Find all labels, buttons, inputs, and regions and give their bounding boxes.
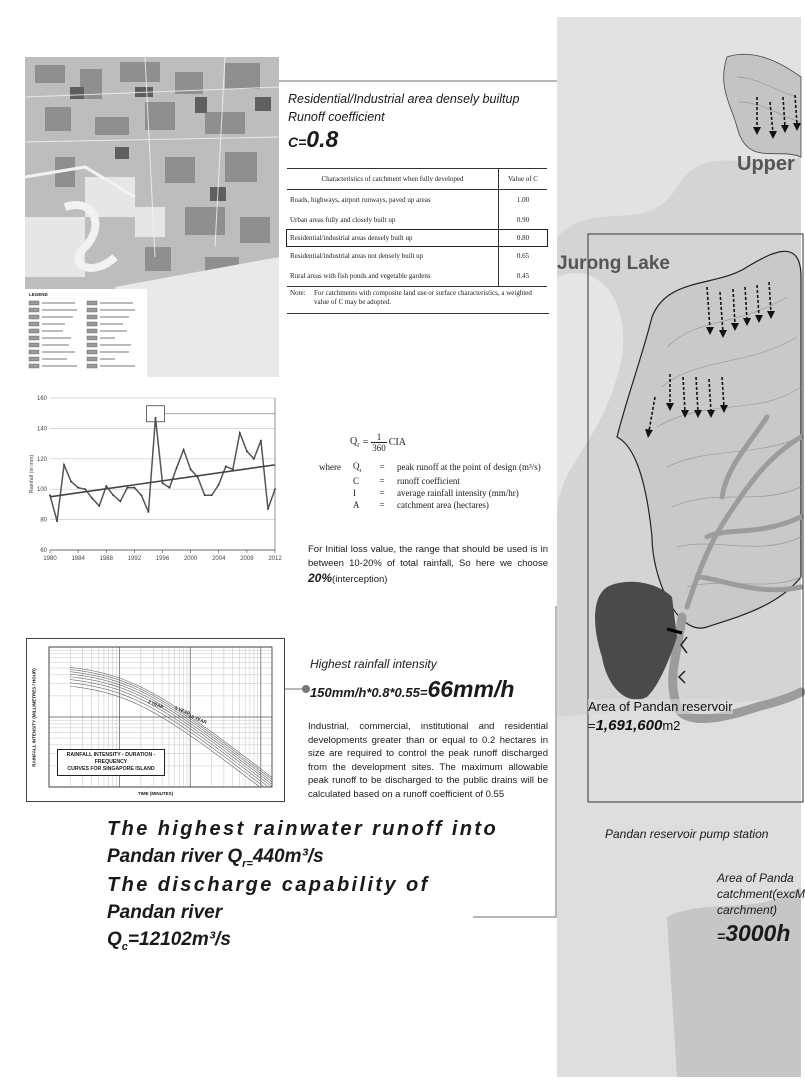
rain-data-point xyxy=(91,497,93,499)
table-row-label-highlight: Residential/industrial areas densely built up xyxy=(287,230,499,246)
table-row-value: 0.65 xyxy=(516,252,530,260)
intensity-result: 66mm/h xyxy=(427,676,515,702)
rain-xtick-label: 2004 xyxy=(212,556,226,562)
rain-ytick-label: 120 xyxy=(36,456,47,463)
catchment-area-value: =3000h xyxy=(717,920,791,946)
def-eq: = xyxy=(379,462,385,473)
catchment-label-line1: Area of Panda xyxy=(717,871,794,885)
discharge-value: =12102m³/s xyxy=(127,929,231,950)
rainfall-chart-svg xyxy=(25,392,282,570)
rain-trend-line xyxy=(50,465,275,497)
where-label: where xyxy=(319,462,341,473)
reservoir-area-number: 1,691,600 xyxy=(595,717,663,734)
table-row-value: 0.45 xyxy=(516,272,530,280)
catchment-area-number: 3000h xyxy=(725,920,791,946)
rain-data-point xyxy=(253,458,255,460)
land-use-title-line2: Runoff coefficient xyxy=(288,110,385,124)
formula-definitions xyxy=(315,460,545,511)
idf-curve-label: 5 YEAR xyxy=(174,705,192,717)
table-row-label: Residential/industrial areas not densely built up xyxy=(287,246,499,266)
rain-data-point xyxy=(148,511,150,513)
rain-ytick-label: 80 xyxy=(40,517,47,524)
table-row-label: Rural areas with fish ponds and vegetable gardens xyxy=(287,266,499,287)
reservoir-area-title: Area of Pandan reservoir xyxy=(588,699,733,714)
definition-row xyxy=(315,499,545,511)
definition-row xyxy=(315,460,545,475)
rain-xtick-label: 2008 xyxy=(240,556,254,562)
rain-xtick-label: 2012 xyxy=(268,556,282,562)
c-prefix: C= xyxy=(288,134,307,150)
catchment-label-line3: carchment) xyxy=(717,903,778,917)
initial-loss-value: 20% xyxy=(308,571,333,585)
table-note xyxy=(287,287,549,314)
rain-ytick-label: 60 xyxy=(40,548,47,554)
summary-line5: $Q_c=12102m^3/s$ xyxy=(107,929,231,953)
definition-row xyxy=(315,475,545,487)
note-text: For catchments with composite land use or surface characteristics, a weighted value of C may be adopted. xyxy=(314,289,532,306)
rainfall-chart xyxy=(25,392,282,570)
def-eq: = xyxy=(379,499,385,510)
table-row-value: 0.90 xyxy=(516,216,530,224)
idf-chart xyxy=(26,638,285,802)
rain-data-point xyxy=(98,505,100,507)
def-symbol: I xyxy=(353,487,356,498)
rain-data-point xyxy=(267,508,269,510)
rain-data-point xyxy=(119,500,121,502)
catchment-map-graphic xyxy=(557,17,801,1077)
def-eq: = xyxy=(379,475,385,486)
table-row-label: Urban areas fully and closely built up xyxy=(287,210,499,230)
rain-data-point xyxy=(225,466,227,468)
pump-station-label: Pandan reservoir pump station xyxy=(605,827,769,841)
note-label: Note: xyxy=(290,289,306,297)
rain-data-point xyxy=(211,494,213,496)
def-text: runoff coefficient xyxy=(397,475,460,486)
rain-data-point xyxy=(183,449,185,451)
table-row-value: 1.00 xyxy=(516,196,530,204)
rain-xtick-label: 1984 xyxy=(71,556,85,562)
c-value: 0.8 xyxy=(306,126,339,152)
rain-data-point xyxy=(56,520,58,522)
rain-xtick-label: 2000 xyxy=(183,556,198,562)
summary-line3: The discharge capability of xyxy=(107,874,430,896)
def-symbol: C xyxy=(353,475,360,486)
rain-xtick-label: 1988 xyxy=(99,556,113,562)
catchment-map xyxy=(557,17,805,1077)
rain-ytick-label: 140 xyxy=(36,426,47,433)
rain-data-point xyxy=(133,487,135,489)
def-text: peak runoff at the point of design (m³/s) xyxy=(397,462,541,473)
reservoir-area-value: =1,691,600m2 xyxy=(588,717,681,734)
table-row-label: Roads, highways, airport runways, paved up areas xyxy=(287,190,499,211)
idf-curve-label: 10 YEAR xyxy=(188,713,208,725)
rain-ylabel: Rainfall (in mm) xyxy=(29,454,35,494)
formula-lhs: $Q_r$ xyxy=(350,436,360,449)
rain-xtick-label: 1996 xyxy=(155,556,170,562)
map-label-upper: Upper xyxy=(737,153,795,175)
table-row-value-highlight: 0.80 xyxy=(516,234,530,242)
rain-data-point xyxy=(162,482,164,484)
rain-data-point xyxy=(239,432,241,434)
rain-data-point xyxy=(63,464,65,466)
rain-data-point xyxy=(84,488,86,490)
intensity-label: Highest rainfall intensity xyxy=(310,657,437,671)
table-header-value: Value of C xyxy=(508,175,538,183)
rain-data-point xyxy=(105,485,107,487)
rain-data-point xyxy=(169,487,171,489)
def-eq: = xyxy=(379,487,385,498)
rain-ytick-label: 100 xyxy=(36,487,47,494)
intensity-calc: 150mm/h*0.8*0.55= xyxy=(310,685,428,700)
fraction-denominator: 360 xyxy=(372,443,386,453)
rain-data-point xyxy=(70,481,72,483)
rain-xtick-label: 1980 xyxy=(43,556,57,562)
idf-chart-svg xyxy=(27,639,284,801)
summary-line1: The highest rainwater runoff into xyxy=(107,818,499,840)
rain-data-point xyxy=(155,417,157,419)
rain-data-point xyxy=(126,487,128,489)
intensity-paragraph: Industrial, commercial, institutional and residential developments greater than or equal to 0.2 hectares in size are required to control the peak runoff discharged from the development sites. The maximum allowable peak runoff to be discharged to the public drains will be calculated based on a runoff coefficient of 0.55 xyxy=(308,721,548,800)
summary-line4: Pandan river xyxy=(107,902,223,923)
map-legend-title: LEGEND xyxy=(29,292,48,297)
coefficient-table xyxy=(287,168,549,314)
reservoir-area-unit: m2 xyxy=(662,718,681,733)
idf-ylabel: RAINFALL INTENSITY (MILLIMETRES / HOUR) xyxy=(31,668,37,767)
rain-xtick-label: 1992 xyxy=(127,556,142,562)
rain-ytick-label: 160 xyxy=(36,396,47,402)
rain-data-point xyxy=(112,494,114,496)
rain-data-point xyxy=(176,467,178,469)
idf-chart-title xyxy=(57,749,165,776)
intensity-calculation xyxy=(310,676,514,703)
rain-data-point xyxy=(274,488,276,490)
rain-data-point xyxy=(204,494,206,496)
rain-data-point xyxy=(77,487,79,489)
idf-title-line2: CURVES FOR SINGAPORE ISLAND xyxy=(67,766,155,772)
idf-curve-label: 2 YEAR xyxy=(147,699,165,710)
definition-row xyxy=(315,487,545,499)
formula-fraction xyxy=(371,432,387,453)
fraction-numerator: 1 xyxy=(376,432,382,442)
def-text: catchment area (hectares) xyxy=(397,499,489,510)
initial-loss-suffix: (interception) xyxy=(332,574,388,585)
def-symbol: A xyxy=(353,499,360,510)
land-use-title-line1: Residential/Industrial area densely builtup xyxy=(288,92,520,106)
map-label-jurong-lake: Jurong Lake xyxy=(557,253,670,274)
formula-eq: = xyxy=(362,437,369,448)
idf-xlabel: TIME (MINUTES) xyxy=(137,791,174,796)
rain-data-point xyxy=(141,494,143,496)
rain-data-point xyxy=(260,440,262,442)
runoff-coefficient xyxy=(288,126,338,153)
table-header-characteristics: Characteristics of catchment when fully developed xyxy=(287,169,499,190)
rational-formula xyxy=(350,432,406,453)
formula-rhs: CIA xyxy=(388,437,406,448)
rain-data-point xyxy=(218,484,220,486)
runoff-value: 440m³/s xyxy=(252,846,324,867)
summary-line2: Pandan river $Q_{r=}440m^3/s$ xyxy=(107,846,324,870)
def-symbol: $Q_r$ xyxy=(353,461,362,474)
def-text: average rainfall intensity (mm/hr) xyxy=(397,487,519,498)
idf-title-line1: RAINFALL INTENSITY - DURATION - FREQUENCY xyxy=(66,752,156,765)
catchment-label-line2: catchment(excM xyxy=(717,887,805,901)
rain-data-point xyxy=(246,450,248,452)
rain-data-point xyxy=(190,469,192,471)
initial-loss-text: For Initial loss value, the range that should be used is in between 10-20% of total rainfall, So here we choose 20%(interception) xyxy=(308,544,548,585)
